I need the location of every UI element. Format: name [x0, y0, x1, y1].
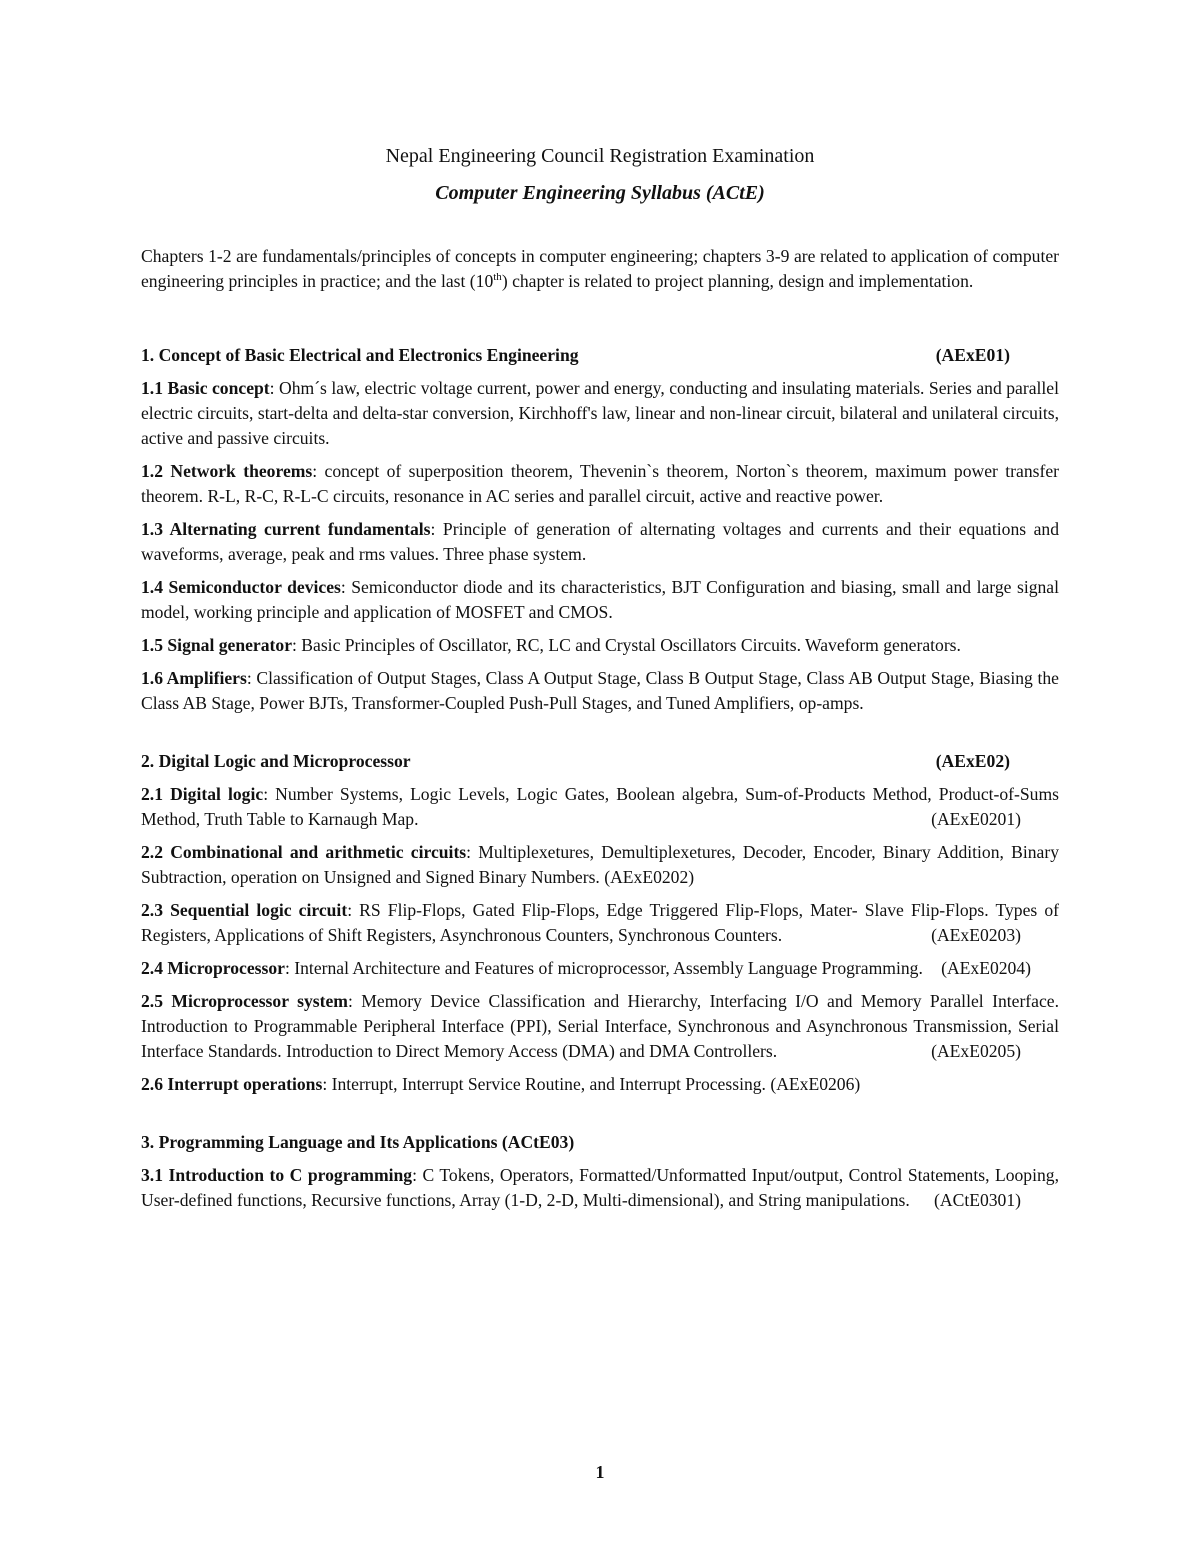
subsection-text: : Interrupt, Interrupt Service Routine, and Interrupt Processing. (AExE0206) — [322, 1074, 861, 1094]
subsection — [141, 575, 1059, 625]
section-code: (AExE02) — [935, 751, 1010, 771]
section-heading — [141, 343, 1059, 368]
document-body — [141, 244, 1059, 1221]
subsection-code: (ACtE0301) — [934, 1190, 1021, 1210]
subsection-text: : RS Flip-Flops, Gated Flip-Flops, Edge Triggered Flip-Flops, Mater- Slave Flip-Flops. Types of Registers, Applications of Shift Registers, Asynchronous Counters, Synchronous Counters. — [141, 900, 1059, 945]
subsection — [141, 956, 1059, 981]
section-title: 3. Programming Language and Its Applications (ACtE03) — [141, 1132, 575, 1152]
subsection-code: (AExE0205) — [931, 1041, 1021, 1061]
section-title: 1. Concept of Basic Electrical and Electronics Engineering — [141, 345, 579, 365]
intro-superscript: th — [493, 271, 502, 284]
subsection-text: : Number Systems, Logic Levels, Logic Gates, Boolean algebra, Sum-of-Products Method, Product-of-Sums Method, Truth Table to Karnaugh Map. — [141, 784, 1059, 829]
subsection — [141, 898, 1059, 948]
subsection-label: 1.3 Alternating current fundamentals — [141, 519, 431, 539]
subsection-label: 1.4 Semiconductor devices — [141, 577, 341, 597]
intro-text-1: Chapters 1-2 are fundamentals/principles of concepts in computer engineering; chapters 3-9 are related to application of computer engineering principles in practice; and the last (10 — [141, 246, 1059, 291]
subsection-code: (AExE0204) — [941, 958, 1031, 978]
subsection-text: : concept of superposition theorem, Thevenin`s theorem, Norton`s theorem, maximum power transfer theorem. R-L, R-C, R-L-C circuits, resonance in AC series and parallel circuit, active and reactive power. — [141, 461, 1059, 506]
subsection — [141, 517, 1059, 567]
subsection-label: 1.2 Network theorems — [141, 461, 313, 481]
section-title: 2. Digital Logic and Microprocessor — [141, 751, 411, 771]
subsection — [141, 459, 1059, 509]
subsection — [141, 840, 1059, 890]
intro-text-2: ) chapter is related to project planning, design and implementation. — [501, 271, 974, 291]
subsection-label: 2.3 Sequential logic circuit — [141, 900, 348, 920]
subsection — [141, 666, 1059, 716]
subsection-label: 1.5 Signal generator — [141, 635, 292, 655]
section-code: (AExE01) — [935, 345, 1010, 365]
subsection-label: 2.4 Microprocessor — [141, 958, 285, 978]
section-spacer — [141, 1105, 1059, 1130]
subsection-label: 2.6 Interrupt operations — [141, 1074, 323, 1094]
subsection-text: : Ohm´s law, electric voltage current, power and energy, conducting and insulating materials. Series and parallel electric circuits, start-delta and delta-star conversion, Kirchhoff's law, linear and non-linear circuit, bilateral and unilateral circuits, active and passive circuits. — [141, 378, 1059, 448]
intro-paragraph — [141, 244, 1059, 294]
document-title: Nepal Engineering Council Registration Examination — [385, 145, 815, 167]
subsection-text: : C Tokens, Operators, Formatted/Unformatted Input/output, Control Statements, Looping, User-defined functions, Recursive functions, Array (1-D, 2-D, Multi-dimensional), and String manipulations. — [141, 1165, 1059, 1210]
subsection — [141, 1072, 1059, 1097]
subsection-label: 2.5 Microprocessor system — [141, 991, 348, 1011]
section-heading — [141, 1130, 1059, 1155]
subsection-text: : Classification of Output Stages, Class A Output Stage, Class B Output Stage, Class AB Output Stage, Biasing the Class AB Stage, Power BJTs, Transformer-Coupled Push-Pull Stages, and Tuned Amplifiers, op-amps. — [141, 668, 1059, 713]
subsection — [141, 1163, 1059, 1213]
subsection — [141, 633, 1059, 658]
subsection-label: 2.1 Digital logic — [141, 784, 264, 804]
page-number: 1 — [595, 1462, 605, 1482]
document-subtitle: Computer Engineering Syllabus (ACtE) — [435, 182, 765, 204]
section-spacer — [141, 724, 1059, 749]
subsection-text: : Semiconductor diode and its characteristics, BJT Configuration and biasing, small and large signal model, working principle and application of MOSFET and CMOS. — [141, 577, 1059, 622]
subsection — [141, 376, 1059, 451]
subsection-code: (AExE0203) — [931, 925, 1021, 945]
subsection — [141, 989, 1059, 1064]
subsection-text: : Multiplexetures, Demultiplexetures, Decoder, Encoder, Binary Addition, Binary Subtraction, operation on Unsigned and Signed Binary Numbers. (AExE0202) — [141, 842, 1059, 887]
subsection — [141, 782, 1059, 832]
subsection-label: 2.2 Combinational and arithmetic circuits — [141, 842, 467, 862]
subsection-label: 1.1 Basic concept — [141, 378, 270, 398]
subsection-text: : Principle of generation of alternating voltages and currents and their equations and waveforms, average, peak and rms values. Three phase system. — [141, 519, 1059, 564]
subsection-label: 3.1 Introduction to C programming — [141, 1165, 413, 1185]
subsection-text: : Basic Principles of Oscillator, RC, LC and Crystal Oscillators Circuits. Waveform generators. — [292, 635, 961, 655]
subsection-text: : Internal Architecture and Features of microprocessor, Assembly Language Programming. — [284, 958, 923, 978]
subsection-label: 1.6 Amplifiers — [141, 668, 247, 688]
subsection-code: (AExE0201) — [931, 809, 1021, 829]
section-heading — [141, 749, 1059, 774]
subsection-text: : Memory Device Classification and Hierarchy, Interfacing I/O and Memory Parallel Interface. Introduction to Programmable Peripheral Interface (PPI), Serial Interface, Synchronous and Asynchronous Transmission, Serial Interface Standards. Introduction to Direct Memory Access (DMA) and DMA Controllers. — [141, 991, 1059, 1061]
